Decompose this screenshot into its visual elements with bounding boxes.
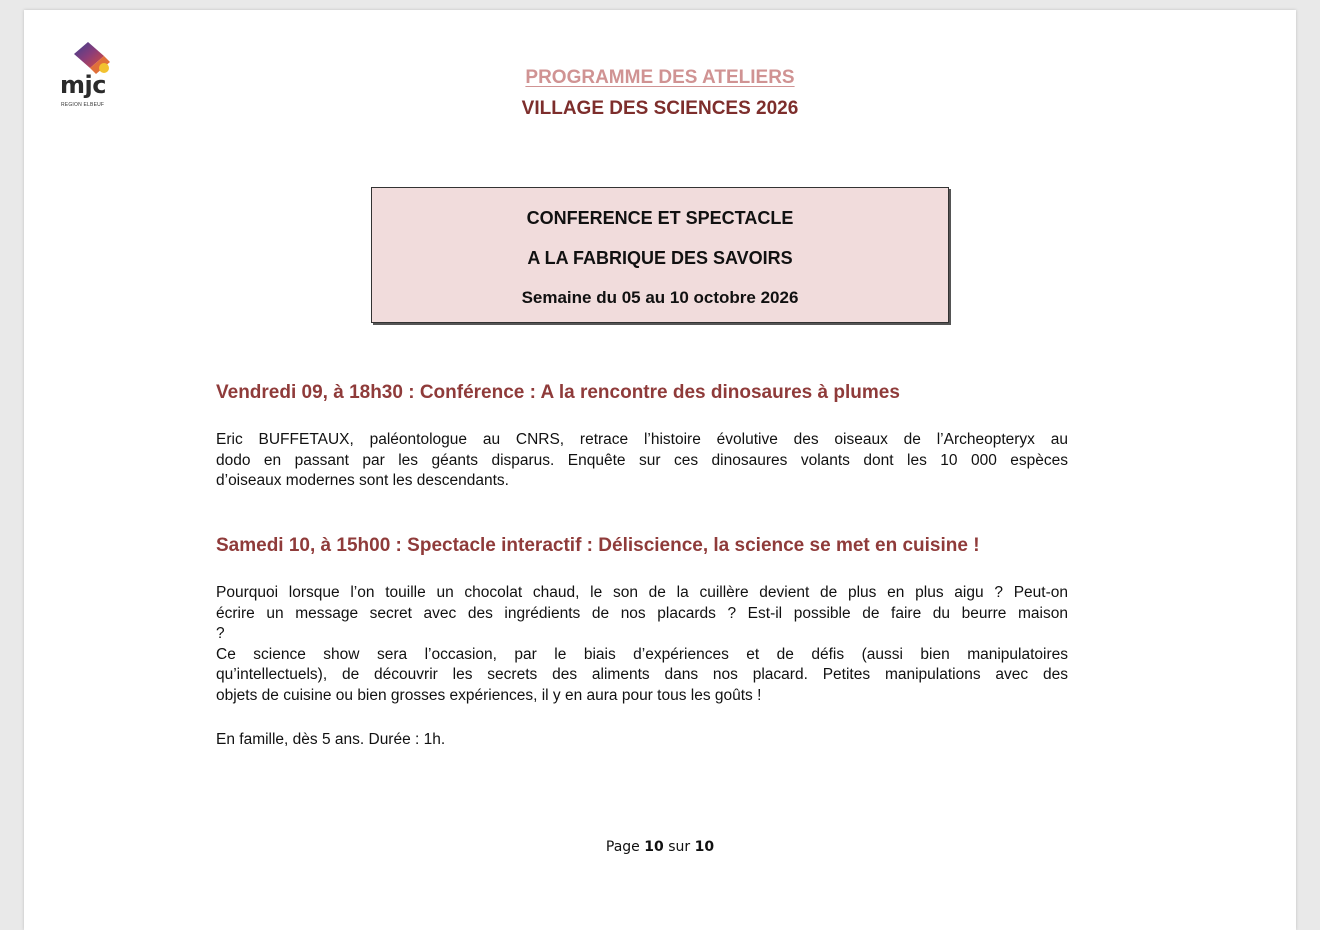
- paragraph-line: écrire un message secret avec des ingrédients de nos placards ? Est-il possible de faire du beurre maison: [216, 604, 1068, 622]
- event-description-saturday: [216, 583, 1068, 706]
- event-description-friday: [216, 430, 1068, 492]
- page-footer: [24, 839, 1296, 855]
- page-label: Page: [605, 839, 640, 855]
- village-title: VILLAGE DES SCIENCES 2026: [521, 98, 799, 119]
- paragraph-line: Eric BUFFETAUX, paléontologue au CNRS, retrace l’histoire évolutive des oiseaux de l’Archeopteryx au: [216, 431, 1068, 448]
- page-total: 10: [694, 839, 715, 855]
- event-title-box: [371, 187, 949, 323]
- event-heading-saturday: Samedi 10, à 15h00 : Spectacle interactif : Déliscience, la science se met en cuisine !: [216, 535, 980, 556]
- paragraph-line: objets de cuisine ou bien grosses expériences, il y en aura pour tous les goûts !: [216, 686, 762, 704]
- event-audience-note: En famille, dès 5 ans. Durée : 1h.: [216, 731, 446, 748]
- logo-subtitle: REGION ELBEUF: [61, 102, 105, 108]
- box-line-3: Semaine du 05 au 10 octobre 2026: [521, 288, 799, 307]
- paragraph-line: Pourquoi lorsque l’on touille un chocolat chaud, le son de la cuillère devient de plus en plus aigu ? Peut-on: [216, 584, 1068, 601]
- paragraph-line: ?: [216, 625, 225, 642]
- paragraph-line: Ce science show sera l’occasion, par le biais d’expériences et de défis (aussi bien manipulatoires: [216, 645, 1068, 663]
- box-line-1: CONFERENCE ET SPECTACLE: [526, 208, 794, 228]
- page-current: 10: [644, 839, 664, 855]
- logo-wordmark: mjc: [60, 71, 106, 99]
- programme-title: PROGRAMME DES ATELIERS: [525, 67, 795, 88]
- paragraph-line: qu’intellectuels), de découvrir les secrets des aliments dans nos placard. Petites manipulations avec des: [216, 666, 1068, 683]
- of-label: sur: [668, 839, 691, 855]
- document-page: [24, 10, 1296, 930]
- paragraph-line: dodo en passant par les géants disparus. Enquête sur ces dinosaures volants dont les 10 000 espèces: [216, 451, 1068, 469]
- paragraph-line: d’oiseaux modernes sont les descendants.: [216, 472, 509, 489]
- event-heading-friday: Vendredi 09, à 18h30 : Conférence : A la rencontre des dinosaures à plumes: [216, 382, 900, 403]
- box-line-2: A LA FABRIQUE DES SAVOIRS: [527, 248, 793, 268]
